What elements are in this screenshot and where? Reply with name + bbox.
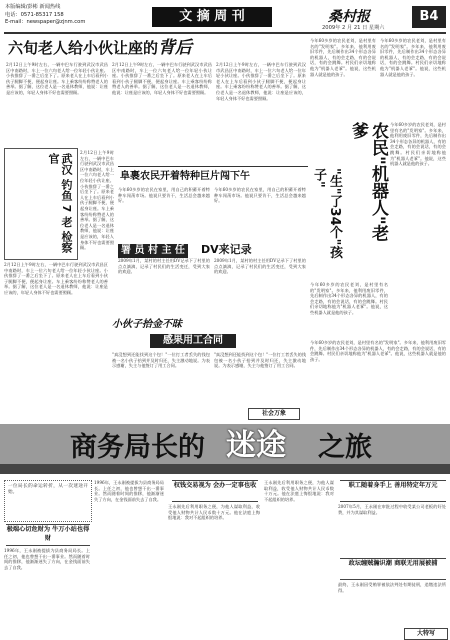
story4-body-2: 2009年1月，某村的村主任用DV记录下了村里的点点滴滴，记录了村民们的生活变迁，受到大家的欢迎。	[214, 258, 306, 275]
lower-mid-body-2: 王永刚先后利用职务之便，为他人谋取利益，收受他人财物共计人民币数十万元。他在法庭上悔恨地说：我对不起组织的培养。	[264, 480, 334, 502]
lower-mid-section-head: 权钱交易视为 会办一定事也收	[172, 480, 258, 502]
story1-side-box	[4, 148, 78, 260]
story4-body-1: 2009年1月，某村的村主任用DV记录下了村里的点点滴滴，记录了村民们的生活变迁，受到大家的欢迎。	[118, 258, 210, 275]
story1-body-top-3: 2月12日上午9时左右，一辆中巴车行驶到武汉市武昌区中南路时，车上一位六旬老人给一位年轻小伙让座。小伙推辞了一番之后坐下了。原来老人在上车后看到小伙子腿脚不便，便起身让座。车上乘客纷纷称赞老人的善举。据了解，这位老人是一名退休教师，他说：让座是应该的，年轻人身体不好也需要照顾。	[216, 62, 306, 101]
sponsor-line: 本版编辑/彭彬 新闻热线	[5, 4, 61, 10]
lower-left-body-1: 1996年，王永刚被提拔为县商务局局长。上任之初，他也曾想干出一番事业。然而随着时间的推移，他渐渐迷失了方向，在金钱面前失去了自我。	[94, 480, 164, 502]
story5-headline-a: 小伙子拾金不昧	[112, 319, 182, 330]
story3-headline: 阜裹农民开着特种巨片闯下午	[120, 171, 250, 182]
story4-headline-a: 署 员 村 主 任	[118, 244, 188, 258]
issue-date: 2009年 2 月 21 日 星期六	[322, 25, 385, 31]
page-number: B4	[412, 6, 446, 28]
sponsor-line: 电话：0571-85317 158	[5, 11, 64, 18]
story5-body-2: "真没想到还能找到这个包！"一位打工者丢失的钱包被一名小伙子拾到并及时归还，失主激动地说。为表示感谢，失主与他签订了用工合同。	[214, 352, 306, 369]
story2-headline: 农民"机器人"老爹	[348, 122, 388, 242]
banner-text-a: 商务局长的	[70, 432, 205, 463]
masthead	[0, 0, 450, 34]
story2-subhead: "生"了34个"孩子"	[311, 168, 342, 259]
story5-body-1: "真没想到还能找到这个包！"一位打工者丢失的钱包被一名小伙子拾到并及时归还，失主激动地说。为表示感谢，失主与他签订了用工合同。	[112, 352, 210, 369]
story2-body-1: 今年60多岁的农民老刘，是村里有名的"发明家"。多年来，他利用废旧零件，先后制作出34个形态各异的机器人，有的会走路，有的会说话，有的会跳舞。村民们亲切地称他为"机器人老爹"。他说，这些机器人就是他的孩子。	[310, 38, 376, 77]
masthead-rule	[4, 32, 446, 34]
banner	[0, 424, 450, 474]
story3-rule	[118, 166, 308, 167]
sponsor-line: E-mail：newspaper@zjnm.com	[5, 19, 86, 25]
story4-headline-b: DV来记录	[201, 243, 252, 256]
lower-right-section-head-2: 政坛缠贼瀚识潮 商联无用展被捕	[340, 558, 446, 580]
banner-text-c: 之旅	[318, 432, 372, 463]
story2-body-5: 今年60多岁的农民老刘，是村里有名的"发明家"。多年来，他利用废旧零件，先后制作出34个形态各异的机器人，有的会走路，有的会说话，有的会跳舞。村民们亲切地称他为"机器人老爹"。他说，这些机器人就是他的孩子。	[310, 340, 446, 362]
paper-logo: 桑村报	[328, 9, 370, 25]
story5-headline-b: 感果用工合同	[150, 334, 236, 348]
lower-left-body-2: 1996年，王永刚被提拔为县商务局局长。上任之初，他也曾想干出一番事业。然而随着时间的推移，他渐渐迷失了方向，在金钱面前失去了自我。	[4, 548, 90, 570]
story1-body-bottom: 2月12日上午9时左右，一辆中巴车行驶到武汉市武昌区中南路时，车上一位六旬老人给一位年轻小伙让座。小伙推辞了一番之后坐下了。原来老人在上车后看到小伙子腿脚不便，便起身让座。车上乘客纷纷称赞老人的善举。据了解，这位老人是一名退休教师，他说：让座是应该的，年轻人身体不好也需要照顾。	[4, 262, 108, 295]
lower-left-intro: 一位局长的命运转折，从一次迷途开始。	[8, 484, 88, 495]
story1-headline-em: 背后	[158, 38, 193, 58]
story1-side-title: 武汉 钓鱼 7 老 检察官	[47, 153, 73, 253]
story1-body-top: 2月12日上午9时左右，一辆中巴车行驶到武汉市武昌区中南路时，车上一位六旬老人给一位年轻小伙让座。小伙推辞了一番之后坐下了。原来老人在上车后看到小伙子腿脚不便，便起身让座。车上乘客纷纷称赞老人的善举。据了解，这位老人是一名退休教师，他说：让座是应该的，年轻人身体不好也需要照顾。	[6, 62, 108, 95]
story1-side-body: 2月12日上午9时左右，一辆中巴车行驶到武汉市武昌区中南路时，车上一位六旬老人给一位年轻小伙让座。小伙推辞了一番之后坐下了。原来老人在上车后看到小伙子腿脚不便，便起身让座。车上乘客纷纷称赞老人的善举。据了解，这位老人是一名退休教师，他说：让座是应该的，年轻人身体不好也需要照顾。	[80, 150, 114, 251]
story2-body-4: 今年60多岁的农民老刘，是村里有名的"发明家"。多年来，他利用废旧零件，先后制作出34个形态各异的机器人，有的会走路，有的会说话，有的会跳舞。村民们亲切地称他为"机器人老爹"。他说，这些机器人就是他的孩子。	[310, 282, 388, 315]
story1-headline	[8, 38, 308, 58]
story4-headline	[118, 238, 308, 254]
lower-right-body-2: 最终，王永刚因受贿罪被依法判处有期徒刑，追缴违法所得。	[338, 582, 446, 593]
story3-body-2: 今年60多岁的农民在家里，用自己的积蓄开着特种车闯荡市场。他说只要肯干，生活总会越来越好。	[214, 187, 306, 204]
lower-left-intro-box	[4, 480, 92, 522]
social-tag: 社会万象	[248, 408, 300, 420]
footer-tag: 大特写	[404, 628, 448, 640]
lower-left-section-head: 极端心切危财为 牛万小站也得财	[6, 524, 90, 546]
story1-body-top-2: 2月12日上午9时左右，一辆中巴车行驶到武汉市武昌区中南路时，车上一位六旬老人给一位年轻小伙让座。小伙推辞了一番之后坐下了。原来老人在上车后看到小伙子腿脚不便，便起身让座。车上乘客纷纷称赞老人的善举。据了解，这位老人是一名退休教师，他说：让座是应该的，年轻人身体不好也需要照顾。	[112, 62, 212, 95]
story2-body-3: 今年60多岁的农民老刘，是村里有名的"发明家"。多年来，他利用废旧零件，先后制作出34个形态各异的机器人，有的会走路，有的会说话，有的会跳舞。村民们亲切地称他为"机器人老爹"。他说，这些机器人就是他的孩子。	[390, 122, 446, 167]
lower-right-body-1: 2007年5月，王永刚在审批过程中收受某公司老板的好处费，并为其谋取利益。	[338, 504, 446, 515]
lower-right-section-head-1: 职工随着身手上 善用特定年万元	[340, 480, 446, 502]
section-title: 文 摘 周 刊	[152, 7, 272, 27]
lower-mid-body-1: 王永刚先后利用职务之便，为他人谋取利益，收受他人财物共计人民币数十万元。他在法庭上悔恨地说：我对不起组织的培养。	[168, 504, 260, 521]
story2-box	[310, 38, 446, 338]
sponsor-box	[5, 4, 93, 29]
banner-text-b: 迷途	[226, 428, 286, 463]
story1-headline-pre: 六旬老人给小伙让座的	[8, 39, 159, 57]
story2-body-2: 今年60多岁的农民老刘，是村里有名的"发明家"。多年来，他利用废旧零件，先后制作出34个形态各异的机器人，有的会走路，有的会说话，有的会跳舞。村民们亲切地称他为"机器人老爹"。他说，这些机器人就是他的孩子。	[380, 38, 446, 77]
story3-body-1: 今年60多岁的农民在家里，用自己的积蓄开着特种车闯荡市场。他说只要肯干，生活总会越来越好。	[118, 187, 210, 204]
